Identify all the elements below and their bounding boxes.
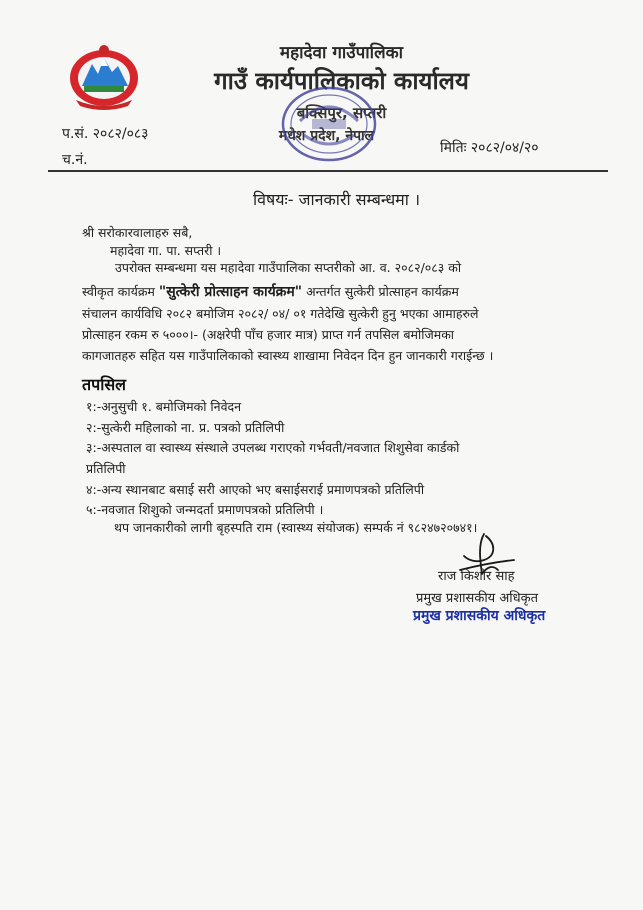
province-country: मधेश प्रदेश, नेपाल bbox=[278, 128, 375, 144]
annex-heading: तपसिल bbox=[82, 375, 127, 394]
letter-subject: विषयः- जानकारी सम्बन्धमा । bbox=[252, 190, 421, 209]
annex-item: ३:-अस्पताल वा स्वास्थ्य संस्थाले उपलब्ध गराएको गर्भवती/नवजात शिशुसेवा कार्डको bbox=[86, 440, 460, 455]
office-name: गाउँ कार्यपालिकाको कार्यालय bbox=[214, 67, 469, 95]
salutation-line: श्री सरोकारवालाहरु सबै, bbox=[82, 225, 193, 240]
reference-number: प.सं. २०८२/०८३ bbox=[62, 126, 149, 142]
paragraph-line-1: उपरोक्त सम्बन्धमा यस महादेवा गाउँपालिका सप्तरीको आ. व. २०८२/०८३ को bbox=[115, 260, 462, 275]
paragraph-line-5: कागजातहरु सहित यस गाउँपालिकाको स्वास्थ्य शाखामा निवेदन दिन हुन जानकारी गराईन्छ । bbox=[82, 348, 494, 363]
annex-item: १:-अनुसुची १. बमोजिमको निवेदन bbox=[86, 399, 242, 414]
office-seal bbox=[278, 83, 380, 165]
salutation-address: महादेवा गा. पा. सप्तरी । bbox=[110, 243, 222, 258]
office-location: बक्सिपुर, सप्तरी bbox=[296, 104, 387, 122]
paragraph-line-2a: स्वीकृत कार्यक्रम bbox=[82, 284, 155, 299]
annex-item: ४:-अन्य स्थानबाट बसाई सरी आएको भए बसाईसराई प्रमाणपत्रको प्रतिलिपी bbox=[86, 482, 425, 497]
paragraph-line-2c: अन्तर्गत सुत्केरी प्रोत्साहन कार्यक्रम bbox=[306, 284, 459, 299]
signatory-title: प्रमुख प्रशासकीय अधिकृत bbox=[416, 591, 539, 606]
program-name: "सुत्केरी प्रोत्साहन कार्यक्रम" bbox=[158, 284, 303, 300]
signatory-title-stamp: प्रमुख प्रशासकीय अधिकृत bbox=[413, 608, 546, 624]
municipality-name: महादेवा गाउँपालिका bbox=[279, 43, 404, 63]
signatory-name: राज किशोर साह bbox=[438, 569, 515, 584]
header-divider bbox=[48, 170, 608, 172]
paragraph-line-2 bbox=[82, 282, 459, 301]
letter-date: मितिः २०८२/०४/२० bbox=[440, 140, 539, 156]
contact-line: थप जानकारीको लागी बृहस्पति राम (स्वास्थ्य संयोजक) सम्पर्क नं ९८२४७२०७४१। bbox=[114, 520, 478, 535]
annex-item: प्रतिलिपी bbox=[86, 461, 126, 476]
paragraph-line-3: संचालन कार्यविधि २०८२ बमोजिम २०८२/ ०४/ ०१ गतेदेखि सुत्केरी हुनु भएका आमाहरुले bbox=[82, 306, 479, 321]
paragraph-line-4: प्रोत्साहन रकम रु ५०००।- (अक्षरेपी पाँच हजार मात्र) प्राप्त गर्न तपसिल बमोजिमका bbox=[82, 327, 455, 342]
annex-item: २:-सुत्केरी महिलाको ना. प्र. पत्रको प्रतिलिपी bbox=[86, 420, 285, 435]
annex-item: ५:-नवजात शिशुको जन्मदर्ता प्रमाणपत्रको प्रतिलिपी । bbox=[86, 502, 324, 517]
dispatch-number: च.नं. bbox=[62, 152, 88, 168]
